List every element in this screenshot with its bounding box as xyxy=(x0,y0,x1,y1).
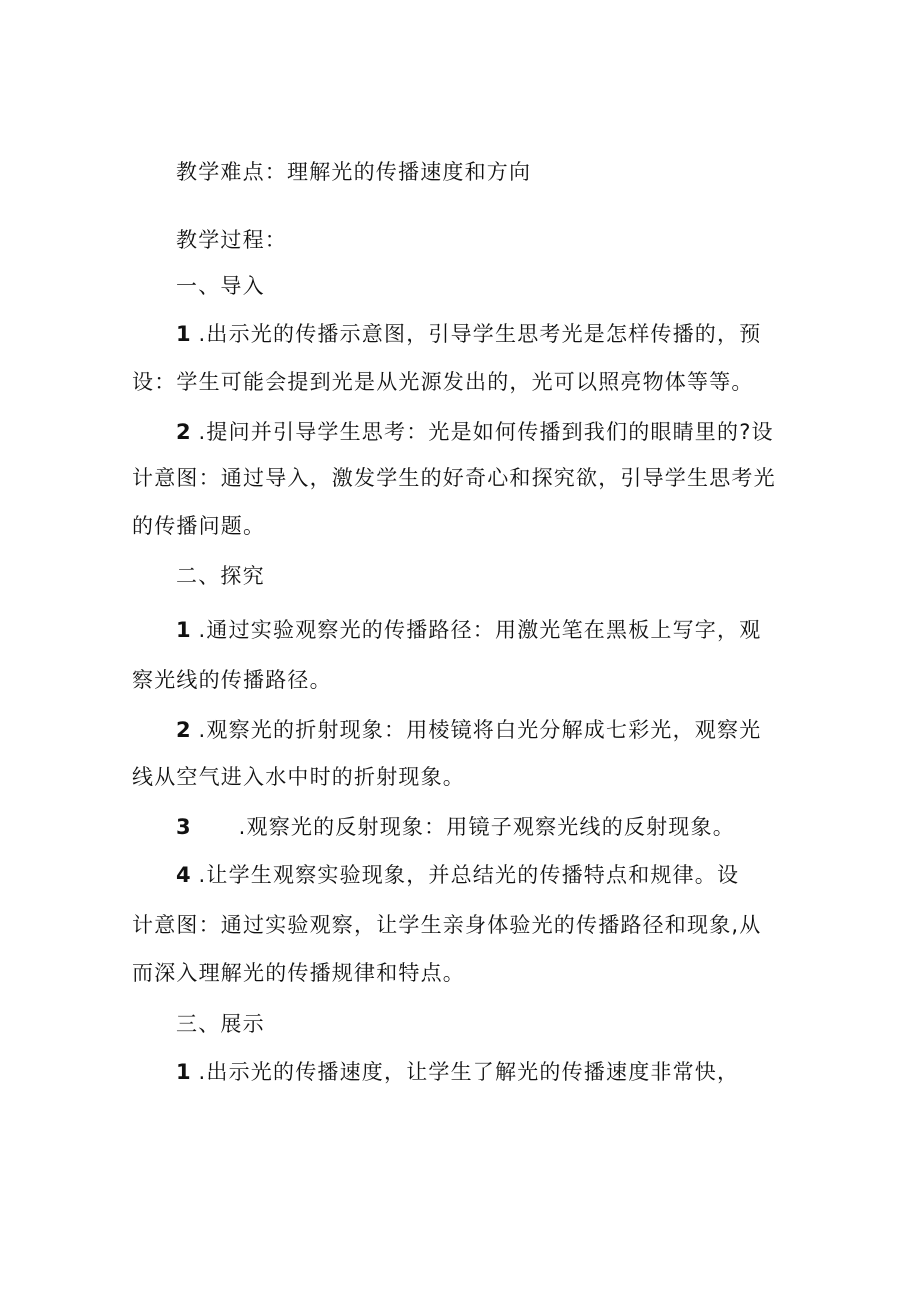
paragraph-line xyxy=(176,1060,739,1084)
paragraph-line: 察光线的传播路径。 xyxy=(132,668,332,692)
section-heading-explore: 二、探究 xyxy=(176,564,265,588)
paragraph-line: 线从空气进入水中时的折射现象。 xyxy=(132,765,465,789)
paragraph-text: .提问并引导学生思考：光是如何传播到我们的眼睛里的?设 xyxy=(198,420,774,444)
process-heading: 教学过程： xyxy=(176,228,287,252)
item-number: 4 xyxy=(176,863,191,887)
paragraph-line: 而深入理解光的传播规律和特点。 xyxy=(132,961,465,985)
paragraph-line: 设：学生可能会提到光是从光源发出的，光可以照亮物体等等。 xyxy=(132,370,754,394)
paragraph-line xyxy=(176,618,761,642)
paragraph-line xyxy=(176,322,761,346)
paragraph-line xyxy=(176,863,739,887)
paragraph-line xyxy=(176,718,761,742)
paragraph-line: 计意图：通过导入，激发学生的好奇心和探究欲，引导学生思考光 xyxy=(132,466,776,490)
item-number: 2 xyxy=(176,718,191,742)
item-number: 3 xyxy=(176,815,191,839)
item-number: 2 xyxy=(176,420,191,444)
paragraph-text: .通过实验观察光的传播路径：用激光笔在黑板上写字，观 xyxy=(198,618,762,642)
paragraph-line: 计意图：通过实验观察，让学生亲身体验光的传播路径和现象,从 xyxy=(132,913,762,937)
item-number: 1 xyxy=(176,1060,191,1084)
paragraph-line: 的传播问题。 xyxy=(132,514,266,538)
paragraph-line xyxy=(176,815,735,839)
section-heading-intro: 一、导入 xyxy=(176,274,265,298)
item-number: 1 xyxy=(176,322,191,346)
paragraph-text: .出示光的传播示意图，引导学生思考光是怎样传播的，预 xyxy=(198,322,762,346)
teaching-difficulty: 教学难点：理解光的传播速度和方向 xyxy=(176,160,532,184)
paragraph-text: .让学生观察实验现象，并总结光的传播特点和规律。设 xyxy=(198,863,740,887)
section-heading-display: 三、展示 xyxy=(176,1012,265,1036)
paragraph-text: .观察光的反射现象：用镜子观察光线的反射现象。 xyxy=(238,815,735,839)
paragraph-line xyxy=(176,420,774,444)
paragraph-text: .观察光的折射现象：用棱镜将白光分解成七彩光，观察光 xyxy=(198,718,762,742)
item-number: 1 xyxy=(176,618,191,642)
paragraph-text: .出示光的传播速度，让学生了解光的传播速度非常快， xyxy=(198,1060,740,1084)
